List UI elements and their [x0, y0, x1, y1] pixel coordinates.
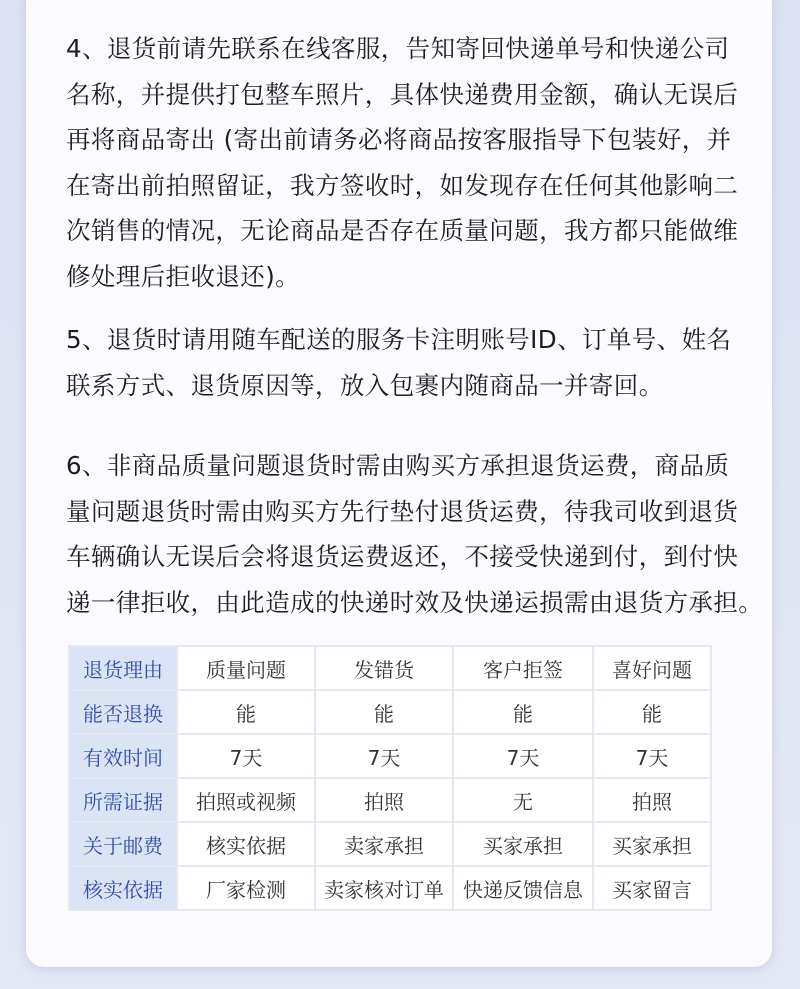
paragraph-4 — [66, 26, 756, 299]
table-cell: 7天 — [593, 734, 711, 778]
paragraph-line: 5、退货时请用随车配送的服务卡注明账号ID、订单号、姓名 — [66, 325, 732, 354]
paragraph-6 — [66, 443, 764, 625]
paragraph-line: 量问题退货时需由购买方先行垫付退货运费，待我司收到退货 — [66, 496, 739, 526]
paragraph-line: 次销售的情况，无论商品是否存在质量问题，我方都只能做维 — [66, 216, 739, 245]
table-cell: 无 — [453, 778, 593, 822]
table-cell: 质量问题 — [177, 646, 315, 690]
paragraph-line: 车辆确认无误后会将退货运费返还，不接受快递到付，到付快 — [66, 542, 739, 571]
table-row — [69, 778, 711, 822]
paragraph-line: 4、退货前请先联系在线客服，告知寄回快递单号和快递公司 — [66, 34, 730, 63]
table-row — [69, 734, 711, 778]
table-cell: 卖家承担 — [315, 822, 453, 866]
table-cell: 核实依据 — [177, 822, 315, 866]
table-cell: 7天 — [453, 734, 593, 778]
row-header-cell: 退货理由 — [69, 646, 177, 690]
paragraph-line: 名称，并提供打包整车照片，具体快递费用金额，确认无误后 — [66, 79, 739, 109]
table-cell: 买家留言 — [593, 866, 711, 910]
row-header-cell: 能否退换 — [69, 690, 177, 734]
table-cell: 买家承担 — [453, 822, 593, 866]
table-cell: 拍照 — [593, 778, 711, 822]
row-header-cell: 关于邮费 — [69, 822, 177, 866]
table-cell: 喜好问题 — [593, 646, 711, 690]
table-cell: 能 — [315, 690, 453, 734]
row-header-cell: 有效时间 — [69, 734, 177, 778]
table-row — [69, 690, 711, 734]
table-cell: 卖家核对订单 — [315, 866, 453, 910]
table-cell: 7天 — [177, 734, 315, 778]
table-cell: 7天 — [315, 734, 453, 778]
table-row — [69, 822, 711, 866]
table-cell: 拍照或视频 — [177, 778, 315, 822]
table-cell: 发错货 — [315, 646, 453, 690]
row-header-cell: 核实依据 — [69, 866, 177, 910]
return-policy-table — [68, 645, 712, 911]
paragraph-line: 再将商品寄出 (寄出前请务必将商品按客服指导下包装好，并 — [66, 125, 732, 154]
table-cell: 能 — [177, 690, 315, 734]
paragraph-line: 修处理后拒收退还)。 — [66, 261, 301, 291]
table-cell: 客户拒签 — [453, 646, 593, 690]
table-row — [69, 866, 711, 910]
table-row — [69, 646, 711, 690]
paragraph-line: 联系方式、退货原因等，放入包裹内随商品一并寄回。 — [66, 370, 664, 400]
paragraph-line: 6、非商品质量问题退货时需由购买方承担退货运费，商品质 — [66, 451, 730, 480]
paragraph-5 — [66, 317, 756, 408]
table-cell: 快递反馈信息 — [453, 866, 593, 910]
table-cell: 拍照 — [315, 778, 453, 822]
paragraph-line: 递一律拒收，由此造成的快递时效及快递运损需由退货方承担。 — [66, 587, 764, 617]
table-cell: 买家承担 — [593, 822, 711, 866]
row-header-cell: 所需证据 — [69, 778, 177, 822]
table-cell: 厂家检测 — [177, 866, 315, 910]
table-cell: 能 — [453, 690, 593, 734]
paragraph-line: 在寄出前拍照留证，我方签收时，如发现存在任何其他影响二 — [66, 170, 739, 200]
table-cell: 能 — [593, 690, 711, 734]
